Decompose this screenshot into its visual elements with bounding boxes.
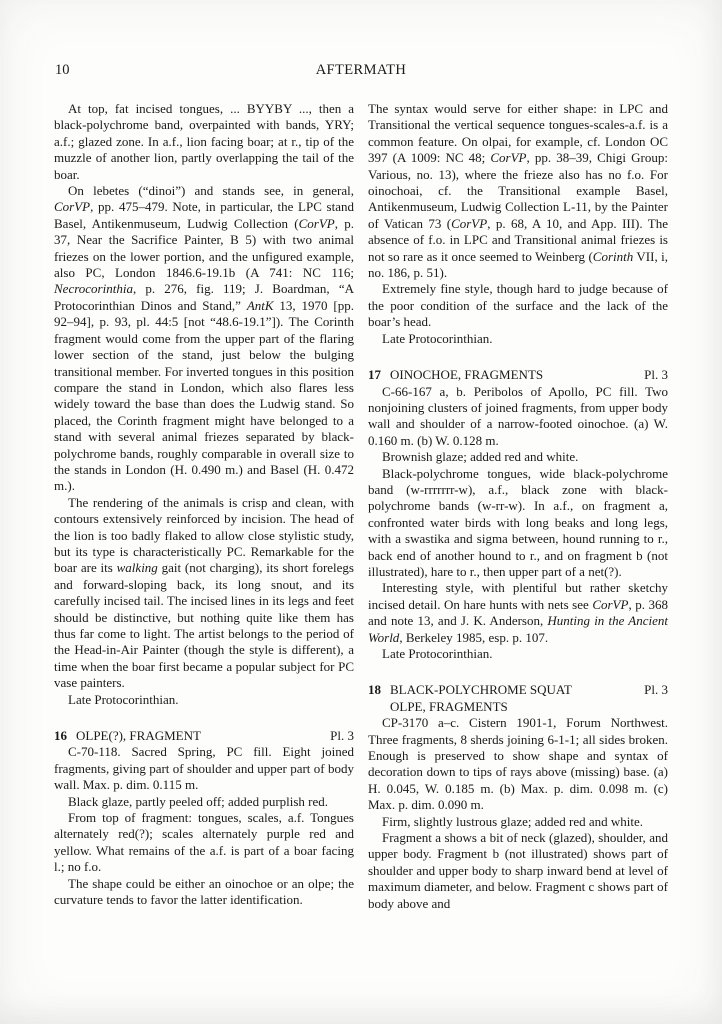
entry-number: 16 (54, 728, 67, 744)
italic-text-run: Hunting in the Ancient World (368, 613, 668, 645)
text-run: , p. 276, fig. 119; J. Boardman, “A Protocorinthian Dinos and Stand,” (54, 281, 354, 313)
paragraph (368, 449, 668, 465)
text-run: , p. 68, A 10, and App. III). The absence of f.o. in LPC and Transitional animal friezes is not so rare as it once seemed to Weinberg ( (368, 215, 669, 264)
text-columns (54, 101, 668, 912)
entry-title-line: BLACK-POLYCHROME SQUAT (390, 682, 572, 698)
entry-heading (368, 367, 668, 383)
page-header (54, 62, 668, 80)
italic-text-run: CorVP (54, 199, 91, 215)
text-run: The syntax would serve for either shape: in LPC and Transitional the vertical sequence tongues-scales-a.f. is a common feature. On olpai, for example, cf. London OC 397 (A 1009: NC 48; (368, 101, 668, 166)
text-run: Late Protocorinthian. (68, 691, 179, 707)
paragraph (368, 830, 668, 912)
plate-reference: Pl. 3 (330, 728, 354, 744)
paragraph (54, 692, 354, 708)
text-run: The rendering of the animals is crisp and clean, with contours extensively reinforced by incision. The head of the lion is too badly flaked to allow close stylistic study, but its type is characteristically PC. Remarkable for the boar are its (54, 494, 354, 576)
paragraph (368, 646, 668, 662)
text-run: On lebetes (“dinoi”) and stands see, in general, (68, 183, 354, 199)
paragraph (368, 331, 668, 347)
entry-heading (368, 682, 668, 715)
paragraph (54, 744, 354, 793)
text-run: VII, i, no. 186, p. 51). (368, 248, 668, 281)
text-run: , p. 368 and note 13, and J. K. Anderson, (368, 596, 669, 629)
running-header: AFTERMATH (315, 62, 407, 78)
text-run: Interesting style, with plentiful but rather sketchy incised detail. On hare hunts with nets see (368, 580, 668, 612)
text-run: , pp. 38–39, Chigi Group: Various, no. 13), where the frieze also has no f.o. For oinochoai, cf. the Transitional example Basel, Antikenmuseum, Ludwig Collection L-11, by the Painter of Vatican 73 ( (368, 150, 668, 231)
text-run: , p. 37, Near the Sacrifice Painter, B 5) with two animal friezes on the lower portion, and the unfigured example, also PC, London 1846.6-19.1b (A 741: NC 116; (54, 215, 355, 281)
text-run: CP-3170 a–c. Cistern 1901-1, Forum Northwest. Three fragments, 8 sherds joining 6-1-1; all sides broken. Enough is preserved to show shape and syntax of decoration down to tips of rays above (missing) base. (a) H. 0.045, W. 0.185 m. (b) Max. p. dim. 0.098 m. (c) Max. p. dim. 0.090 m. (368, 715, 668, 813)
paragraph (368, 466, 668, 581)
entry-heading (54, 728, 354, 744)
paragraph (368, 101, 668, 281)
text-run: 13, 1970 [pp. 92–94], p. 93, pl. 44:5 [not “48.6-19.1”]). The Corinth fragment would come from the upper part of the flaring lower section of the stand, just below the bulging transitional member. For inverted tongues in this position compare the stand in London, which also flares less widely toward the base than does the Ludwig stand. So placed, the Corinth fragment might have belonged to a stand with several animal friezes separated by black-polychrome bands, roughly comparable in overall size to the stands in London (H. 0.490 m.) and Basel (H. 0.472 m.). (54, 297, 354, 494)
column-left (54, 101, 354, 912)
entry-title-line: OLPE(?), FRAGMENT (76, 728, 201, 744)
paragraph (368, 814, 668, 830)
text-run: , pp. 475–479. Note, in particular, the LPC stand Basel, Antikenmuseum, Ludwig Collection ( (54, 199, 354, 231)
entry-title (390, 367, 634, 383)
text-run: , Berkeley 1985, esp. p. 107. (399, 629, 549, 645)
text-run: Late Protocorinthian. (382, 646, 493, 661)
text-run: Brownish glaze; added red and white. (382, 449, 579, 465)
paragraph (368, 281, 668, 330)
plate-reference: Pl. 3 (644, 367, 668, 383)
paragraph (368, 580, 668, 646)
plate-reference: Pl. 3 (644, 682, 668, 698)
italic-text-run: CorVP (592, 596, 629, 612)
paragraph (54, 876, 354, 909)
italic-text-run: CorVP (298, 215, 335, 231)
text-run: gait (not charging), its short forelegs and forward-sloping back, its long snout, and its carefully incised tail. The incised lines in its legs and feet should be distinctive, but nothing quite like them has thus far come to light. The artist belongs to the period of the Head-in-Air Painter (though the style is different), a time when the boar first became a popular subject for PC vase painters. (54, 560, 354, 691)
entry-number: 18 (368, 682, 381, 698)
text-run: Extremely fine style, though hard to judge because of the poor condition of the surface and the lack of the boar’s head. (368, 281, 668, 330)
text-run: Black-polychrome tongues, wide black-polychrome band (w-rrrrrrr-w), a.f., black zone with black-polychrome bands (w-rr-w). In a.f., on fragment a, confronted water birds with long beaks and long legs, with a swastika and sigma between, hound running to r., back end of another hound to r., and on fragment b (not illustrated), hare to r., then upper part of a net(?). (368, 465, 668, 579)
paragraph (54, 101, 354, 183)
text-run: From top of fragment: tongues, scales, a.f. Tongues alternately red(?); scales alternately purple red and yellow. What remains of the a.f. is part of a boar facing l.; no f.o. (54, 810, 354, 875)
text-run: C-70-118. Sacred Spring, PC fill. Eight joined fragments, giving part of shoulder and upper part of body wall. Max. p. dim. 0.115 m. (54, 744, 354, 793)
text-run: Fragment a shows a bit of neck (glazed), shoulder, and upper body. Fragment b (not illustrated) shows part of shoulder and upper body to sharp inward bend at level of maximum diameter, and below. Fragment c shows part of body above and (368, 830, 668, 911)
text-run: Black glaze, partly peeled off; added purplish red. (68, 793, 329, 809)
entry-number: 17 (368, 367, 381, 383)
paragraph (54, 810, 354, 876)
paragraph (368, 715, 668, 813)
italic-text-run: Corinth (592, 248, 634, 264)
text-run: Late Protocorinthian. (382, 330, 493, 346)
italic-text-run: AntK (246, 297, 274, 313)
italic-text-run: walking (116, 560, 158, 576)
italic-text-run: CorVP (490, 150, 527, 166)
entry-title-line: OLPE, FRAGMENTS (390, 698, 508, 714)
entry-title (76, 728, 320, 744)
paragraph (54, 495, 354, 692)
entry-title (390, 682, 634, 715)
column-right (368, 101, 668, 912)
page-number: 10 (55, 62, 70, 78)
text-run: Firm, slightly lustrous glaze; added red and white. (382, 813, 644, 829)
paragraph (368, 384, 668, 450)
paragraph (54, 183, 354, 495)
italic-text-run: CorVP (451, 215, 488, 231)
text-run: At top, fat incised tongues, ... BYYBY ..., then a black-polychrome band, overpainted with bands, YRY; a.f.; glazed zone. In a.f., lion facing boar; at r., tip of the muzzle of another lion, partly overlapping the tail of the boar. (54, 101, 354, 182)
entry-title-line: OINOCHOE, FRAGMENTS (390, 367, 544, 383)
text-run: The shape could be either an oinochoe or an olpe; the curvature tends to favor the latter identification. (54, 875, 354, 908)
paragraph (54, 794, 354, 810)
text-run: C-66-167 a, b. Peribolos of Apollo, PC fill. Two nonjoining clusters of joined fragments, from upper body wall and shoulder of a narrow-footed oinochoe. (a) W. 0.160 m. (b) W. 0.128 m. (368, 383, 668, 448)
italic-text-run: Necrocorinthia (54, 281, 133, 297)
